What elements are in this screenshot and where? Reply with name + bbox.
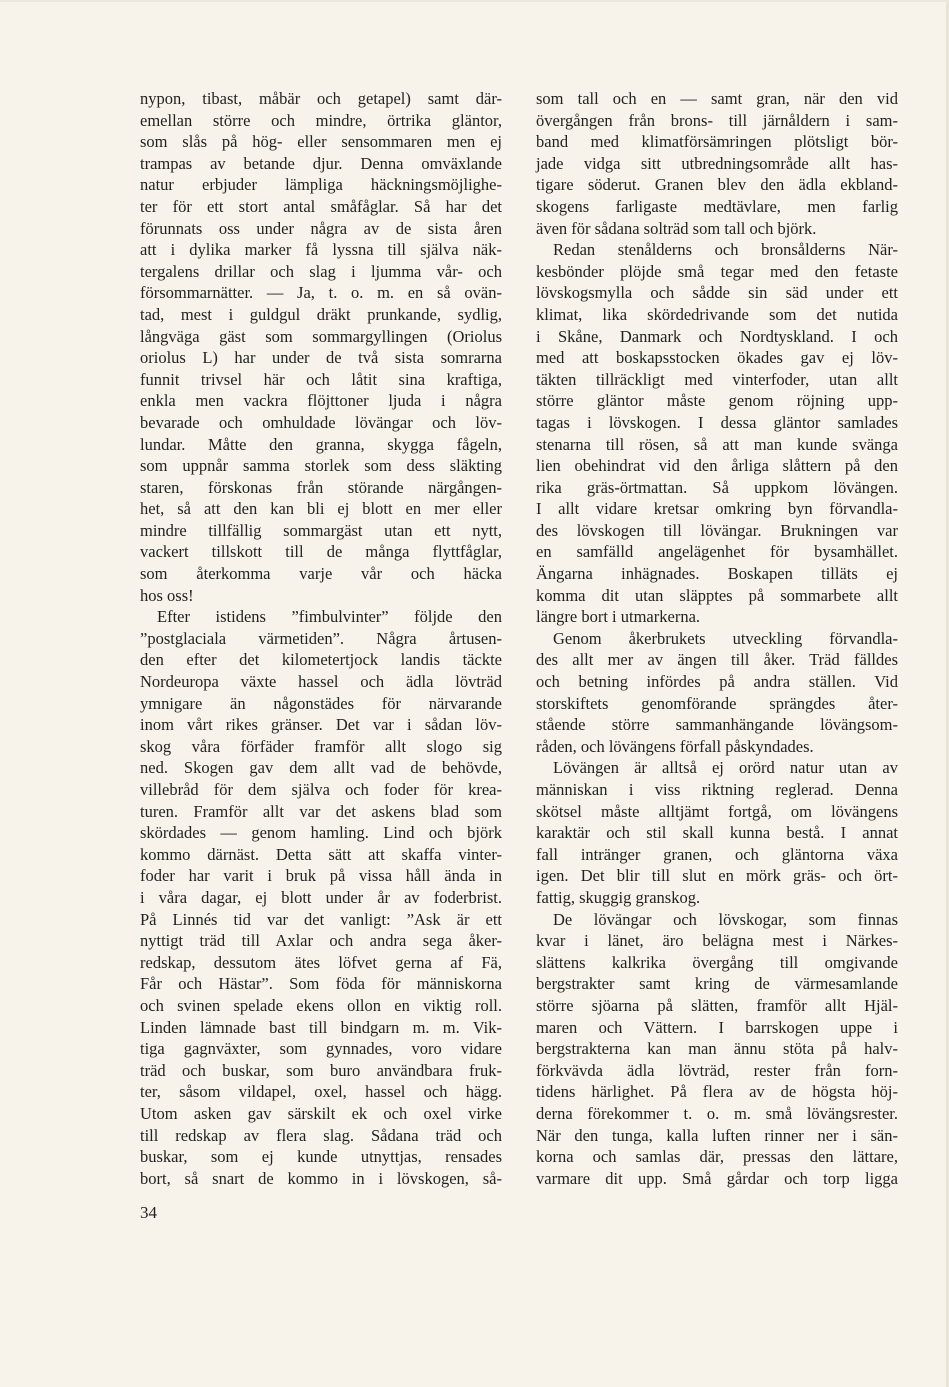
- text-line: långväga gäst som sommargyllingen (Oriolus: [140, 326, 502, 346]
- text-line: des lövskogen till lövängar. Brukningen var: [536, 520, 898, 540]
- text-line: fall intränger granen, och gläntorna växa: [536, 844, 898, 864]
- text-line: till redskap av flera slag. Sådana träd och: [140, 1125, 502, 1145]
- text-line: även för sådana solträd som tall och björk.: [536, 218, 817, 238]
- text-line: staren, förskonas från störande närgången-: [140, 477, 502, 497]
- text-line: nypon, tibast, måbär och getapel) samt där-: [140, 89, 502, 108]
- text-line: tiga gagnväxter, som gynnades, voro vidare: [140, 1039, 502, 1059]
- text-line: tidens härlighet. På flera av de högsta höj-: [536, 1082, 898, 1102]
- text-line: och svinen spelade ekens ollon en viktig roll.: [140, 995, 502, 1015]
- text-line: i våra dagar, ej blott under år av foderbrist.: [140, 887, 502, 907]
- text-line: igen. Det blir till slut en mörk gräs- och ört-: [536, 866, 898, 886]
- text-line: skördades — genom hamling. Lind och björk: [140, 823, 502, 843]
- text-line: tigare söderut. Granen blev den ädla ekbland-: [536, 175, 898, 195]
- text-line: Nordeuropa växte hassel och ädla lövträd: [140, 672, 502, 692]
- text-line: Utom asken gav särskilt ek och oxel virke: [140, 1103, 502, 1123]
- text-line: skötsel måste alltjämt fortgå, om lövängens: [536, 801, 898, 821]
- text-line: emellan större och mindre, örtrika gläntor,: [140, 110, 502, 130]
- text-line: stenarna till rösen, så att man kunde svänga: [536, 434, 898, 454]
- text-line: bevarade och omhuldade lövängar och löv-: [140, 412, 502, 432]
- text-line: natur erbjuder lämpliga häckningsmöjlighe-: [140, 175, 502, 195]
- text-line: Redan stenålderns och bronsålderns När-: [553, 240, 898, 260]
- text-line: stående större sammanhängande lövängsom-: [536, 715, 898, 735]
- text-line: som uppnår samma storlek som dess släkting: [140, 456, 502, 476]
- text-line: större gläntor måste genom röjning upp-: [536, 391, 898, 411]
- text-line: en samfälld angelägenhet för bysamhället.: [536, 542, 898, 562]
- text-line: klimat, lika skördedrivande som det nutida: [536, 304, 898, 324]
- text-line: kvar i länet, äro belägna mest i Närkes-: [536, 931, 898, 951]
- text-line: turen. Framför allt var det askens blad som: [140, 801, 502, 821]
- left-text-column: [140, 88, 502, 1189]
- text-line: fattig, skuggig granskog.: [536, 887, 701, 907]
- text-line: som återkomma varje vår och häcka: [140, 564, 502, 584]
- text-line: Ängarna inhägnades. Boskapen tilläts ej: [536, 564, 898, 584]
- text-line: lien obehindrat vid den årliga slåttern på den: [536, 456, 898, 476]
- text-line: redskap, dessutom ätes löfvet gerna af Fä,: [140, 952, 502, 972]
- text-line: nyttigt träd till Axlar och andra sega åker-: [140, 931, 502, 951]
- text-line: ymnigare än någonstädes för närvarande: [140, 693, 502, 713]
- text-line: förkvävda ädla lövträd, rester från forn-: [536, 1060, 898, 1080]
- text-line: kesbönder plöjde små tegar med den fetaste: [536, 261, 898, 281]
- text-line: het, så att den kan bli ej blott en mer eller: [140, 499, 502, 519]
- text-line: människan i viss riktning reglerad. Denna: [536, 780, 898, 799]
- text-line: rika gräs-örtmattan. Så uppkom lövängen.: [536, 477, 898, 497]
- text-line: vackert tillskott till de många flyttfåglar,: [140, 542, 502, 562]
- text-line: Linden lämnade bast till bindgarn m. m. Vik-: [140, 1017, 502, 1037]
- text-line: försommarnätter. — Ja, t. o. m. en så ovän-: [140, 283, 502, 303]
- text-line: i Skåne, Danmark och Nordtyskland. I och: [536, 326, 898, 346]
- text-line: skog våra förfäder framför allt slogo sig: [140, 736, 502, 756]
- text-line: som slås på hög- eller sensommaren men ej: [140, 132, 502, 152]
- text-line: den efter det kilometertjock landis täckte: [140, 650, 502, 670]
- text-line: des allt mer av ängen till åker. Träd fälldes: [536, 650, 898, 670]
- text-line: inom vårt rikes gränser. Det var i sådan löv-: [140, 715, 502, 735]
- text-line: maren och Vättern. I barrskogen uppe i: [536, 1017, 898, 1037]
- text-line: De lövängar och lövskogar, som finnas: [553, 909, 898, 929]
- right-text-column: [536, 88, 898, 1189]
- page-number: 34: [140, 1203, 157, 1222]
- text-line: råden, och lövängens förfall påskyndades.: [536, 736, 814, 756]
- text-line: som tall och en — samt gran, när den vid: [536, 89, 898, 108]
- text-line: Får och Hästar”. Som föda för människorna: [140, 974, 502, 994]
- text-line: kommo därnäst. Detta sätt att skaffa vinter-: [140, 844, 502, 864]
- text-line: bort, så snart de kommo in i lövskogen, så-: [140, 1168, 502, 1188]
- text-line: bergstrakterna kan man ännu stöta på halv-: [536, 1039, 898, 1059]
- text-line: och betning infördes på andra ställen. Vid: [536, 672, 898, 692]
- text-line: Lövängen är alltså ej orörd natur utan av: [553, 758, 898, 778]
- text-line: derna förekommer t. o. m. små lövängsrester.: [536, 1103, 898, 1123]
- text-line: ned. Skogen gav dem allt vad de behövde,: [140, 758, 502, 778]
- text-line: ter, såsom vildapel, oxel, hassel och hägg.: [140, 1082, 502, 1102]
- text-line: varmare dit upp. Små gårdar och torp ligga: [536, 1168, 898, 1188]
- text-line: ter för ett stort antal småfåglar. Så har det: [140, 196, 502, 216]
- text-line: buskar, som ej kunde utnyttjas, rensades: [140, 1147, 502, 1167]
- text-line: På Linnés tid var det vanligt: ”Ask är ett: [140, 909, 502, 929]
- text-line: karaktär och stil skall kunna bestå. I annat: [536, 823, 898, 843]
- text-line: hos oss!: [140, 585, 194, 605]
- text-line: övergången från brons- till järnåldern i sam-: [536, 110, 898, 130]
- text-line: trampas av betande djur. Denna omväxlande: [140, 153, 502, 173]
- text-line: komma dit utan släpptes på sommarbete allt: [536, 585, 898, 605]
- text-line: oriolus L) har under de två sista somrarna: [140, 348, 502, 368]
- text-line: enkla men vackra flöjttoner ljuda i några: [140, 391, 502, 411]
- text-line: tergalens drillar och slag i ljumma vår- och: [140, 261, 502, 281]
- text-line: storskiftets genomförande sprängdes åter-: [536, 693, 898, 713]
- text-line: tad, mest i guldgul dräkt prunkande, sydlig,: [140, 304, 502, 324]
- text-line: tagas i lövskogen. I dessa gläntor samlades: [536, 412, 898, 432]
- text-line: att i dylika marker få lyssna till själva näk-: [140, 240, 502, 260]
- text-line: bergstrakter samt kring de värmesamlande: [536, 974, 898, 994]
- text-line: större sjöarna på slätten, framför allt Hjäl-: [536, 995, 898, 1015]
- text-line: Efter istidens ”fimbulvinter” följde den: [157, 607, 502, 627]
- text-line: mindre tillfällig sommargäst utan ett nytt,: [140, 520, 502, 540]
- text-line: lundar. Måtte den granna, skygga fågeln,: [140, 434, 502, 454]
- text-line: träd och buskar, som buro användbara fruk-: [140, 1060, 502, 1080]
- text-line: förunnats oss under några av de sista åren: [140, 218, 502, 238]
- text-line: längre bort i utmarkerna.: [536, 607, 701, 627]
- text-line: villebråd för dem själva och foder för krea-: [140, 780, 502, 799]
- text-line: ”postglaciala värmetiden”. Några årtusen-: [140, 628, 502, 648]
- text-line: skogens farligaste medtävlare, men farlig: [536, 196, 898, 216]
- text-line: foder har varit i bruk på vissa håll ända in: [140, 866, 502, 886]
- text-line: I allt vidare kretsar omkring byn förvandla-: [536, 499, 898, 519]
- text-line: band med klimatförsämringen plötsligt bör-: [536, 132, 898, 152]
- text-line: korna och samlas där, pressas den lättare,: [536, 1147, 898, 1167]
- text-line: Genom åkerbrukets utveckling förvandla-: [553, 628, 898, 648]
- text-line: täkten tillräckligt med vinterfoder, utan allt: [536, 369, 898, 389]
- text-line: slättens kalkrika övergång till omgivande: [536, 952, 898, 972]
- text-line: jade vidga sitt utbredningsområde allt has-: [536, 153, 898, 173]
- text-line: lövskogsmylla och sådde sin säd under ett: [536, 283, 898, 303]
- text-line: När den tunga, kalla luften rinner ner i sän-: [536, 1125, 898, 1145]
- text-line: funnit trivsel här och låtit sina kraftiga,: [140, 369, 502, 389]
- text-line: med att boskapsstocken ökades gav ej löv-: [536, 348, 898, 368]
